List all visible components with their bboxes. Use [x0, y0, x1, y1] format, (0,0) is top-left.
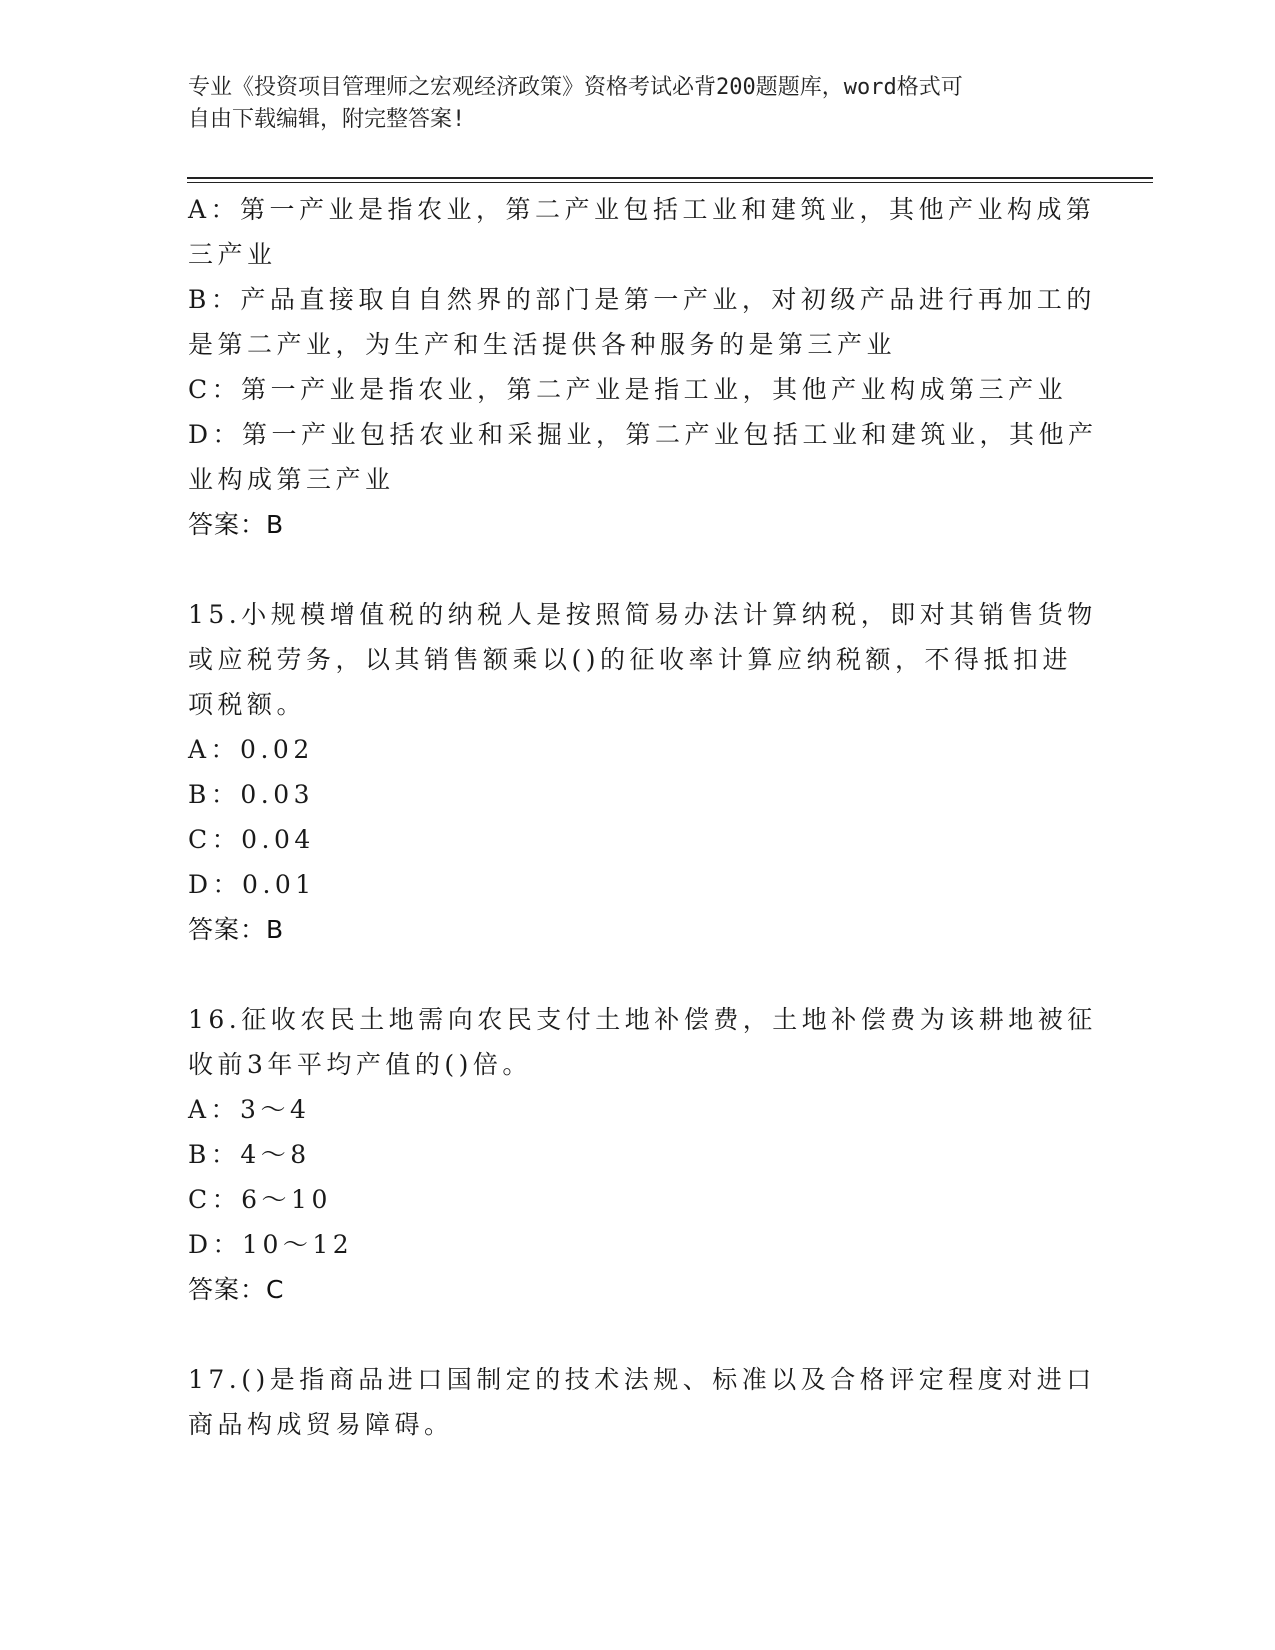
- header-divider-thin: [187, 182, 1153, 183]
- option-c: C：6～10: [188, 1185, 332, 1214]
- option-d: D：10～12: [188, 1230, 354, 1259]
- header-divider-thick: [187, 177, 1153, 179]
- header-title-line-2: 自由下载编辑，附完整答案!: [188, 107, 466, 132]
- question-stem-line-2: 或应税劳务，以其销售额乘以()的征收率计算应纳税额，不得抵扣进: [188, 645, 1073, 674]
- header-title-line-1: 专业《投资项目管理师之宏观经济政策》资格考试必背200题题库，word格式可: [188, 75, 963, 100]
- answer-label: 答案：B: [188, 510, 285, 539]
- option-c-line-1: C：第一产业是指农业，第二产业是指工业，其他产业构成第三产业: [188, 375, 1068, 404]
- document-header: [188, 72, 1068, 136]
- answer-label: 答案：B: [188, 915, 285, 944]
- question-17: [188, 1357, 1096, 1447]
- question-stem-line-1: 16.征收农民土地需向农民支付土地补偿费，土地补偿费为该耕地被征: [188, 1005, 1097, 1034]
- option-b: B：0.03: [188, 780, 315, 809]
- option-b-line-1: B：产品直接取自自然界的部门是第一产业，对初级产品进行再加工的: [188, 285, 1096, 314]
- question-stem-line-2: 商品构成贸易障碍。: [188, 1410, 454, 1439]
- option-c: C：0.04: [188, 825, 315, 854]
- question-stem-line-2: 收前3年平均产值的()倍。: [188, 1050, 532, 1079]
- spacer: [188, 952, 1088, 997]
- question-15: [188, 592, 1097, 952]
- option-d-line-2: 业构成第三产业: [188, 465, 395, 494]
- question-stem-line-1: 17.()是指商品进口国制定的技术法规、标准以及合格评定程度对进口: [188, 1365, 1096, 1394]
- spacer: [188, 547, 1088, 592]
- option-d: D：0.01: [188, 870, 316, 899]
- question-stem-line-1: 15.小规模增值税的纳税人是按照简易办法计算纳税，即对其销售货物: [188, 600, 1097, 629]
- answer-label: 答案：C: [188, 1275, 285, 1304]
- spacer: [188, 1312, 1088, 1357]
- option-b-line-2: 是第二产业，为生产和生活提供各种服务的是第三产业: [188, 330, 897, 359]
- question-list: [188, 187, 1098, 1447]
- option-b: B：4～8: [188, 1140, 311, 1169]
- question-16: [188, 997, 1097, 1312]
- option-a-line-1: A：第一产业是指农业，第二产业包括工业和建筑业，其他产业构成第: [188, 195, 1096, 224]
- option-a: A：3～4: [188, 1095, 311, 1124]
- option-a-line-2: 三产业: [188, 240, 277, 269]
- question-stem-line-3: 项税额。: [188, 690, 307, 719]
- option-d-line-1: D：第一产业包括农业和采掘业，第二产业包括工业和建筑业，其他产: [188, 420, 1098, 449]
- question-14-options: [188, 187, 1098, 547]
- option-a: A：0.02: [188, 735, 314, 764]
